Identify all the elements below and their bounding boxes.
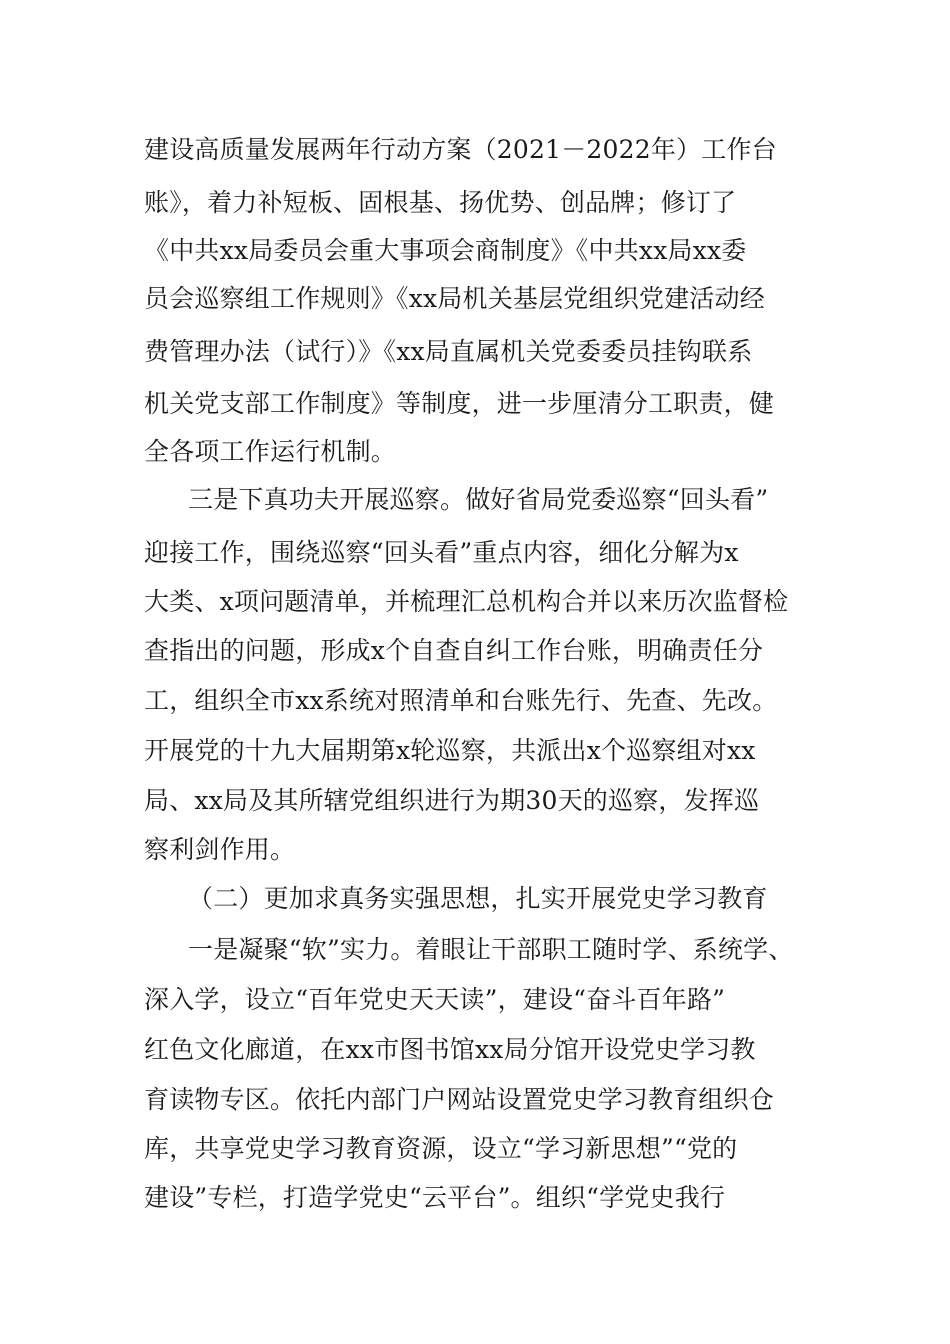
text-line: 局、xx局及其所辖党组织进行为期30天的巡察，发挥巡: [144, 786, 760, 815]
text-line: 账》，着力补短板、固根基、扬优势、创品牌；修订了: [144, 188, 737, 217]
text-line: 员会巡察组工作规则》《xx局机关基层党组织党建活动经: [144, 284, 765, 313]
text-line: 开展党的十九大届期第x轮巡察，共派出x个巡察组对xx: [144, 736, 756, 765]
paragraph-first-line: 三是下真功夫开展巡察。做好省局党委巡察“回头看”: [188, 485, 769, 514]
text-line: 查指出的问题，形成x个自查自纠工作台账，明确责任分: [144, 636, 764, 665]
text-line: 育读物专区。依托内部门户网站设置党史学习教育组织仓: [144, 1085, 775, 1114]
text-line: 全各项工作运行机制。: [144, 437, 397, 466]
text-line: 深入学，设立“百年党史天天读”，建设“奋斗百年路”: [144, 985, 726, 1014]
text-line: 工，组织全市xx系统对照清单和台账先行、先查、先改。: [144, 686, 778, 715]
text-line: 费管理办法（试行）》《xx局直属机关党委委员挂钩联系: [144, 337, 753, 366]
text-line: 《中共xx局委员会重大事项会商制度》《中共xx局xx委: [144, 236, 747, 265]
paragraph-first-line: 一是凝聚“软”实力。着眼让干部职工随时学、系统学、: [188, 935, 794, 964]
text-line: 大类、x项问题清单，并梳理汇总机构合并以来历次监督检: [144, 587, 789, 616]
text-line: 迎接工作，围绕巡察“回头看”重点内容，细化分解为x: [144, 538, 739, 567]
text-line: 库，共享党史学习教育资源，设立“学习新思想”“党的: [144, 1134, 738, 1163]
text-line: 建设”专栏，打造学党史“云平台”。组织“学党史我行: [144, 1183, 726, 1212]
text-line: 建设高质量发展两年行动方案（2021－2022年）工作台: [144, 135, 777, 164]
text-line: 红色文化廊道，在xx市图书馆xx局分馆开设党史学习教: [144, 1035, 756, 1064]
text-line: 机关党支部工作制度》等制度，进一步厘清分工职责，健: [144, 389, 775, 418]
section-heading: （二）更加求真务实强思想，扎实开展党史学习教育: [188, 884, 768, 913]
text-line: 察利剑作用。: [144, 835, 296, 864]
